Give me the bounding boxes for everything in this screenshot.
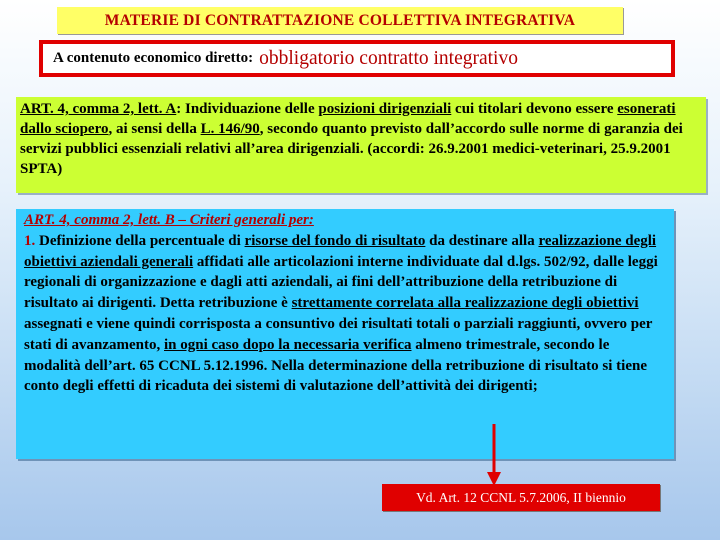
article-a-highlight-3: L. 146/90: [200, 121, 260, 137]
article-a-text-4: , secondo quanto previsto dall’accordo sulle norme di garanzia dei servizi pubblici essenziali relativi all’area dirigenziali. (accordi: 26.9.2001 medici-veterinari, 25.9.2001 SPTA): [20, 121, 683, 177]
article-b-text-2: da destinare alla: [425, 232, 539, 249]
page-title-text: MATERIE DI CONTRATTAZIONE COLLETTIVA INTEGRATIVA: [104, 11, 576, 29]
article-b-text-1: Definizione della percentuale di: [35, 232, 245, 249]
article-b-number: 1.: [24, 232, 36, 249]
reference-text: Vd. Art. 12 CCNL 5.7.2006, II biennio: [416, 489, 626, 505]
article-b-header: ART. 4, comma 2, lett. B – Criteri generali per:: [24, 212, 314, 228]
article-b-text-4: assegnati e viene quindi corrisposta a consuntivo dei risultati totali o parziali raggiunti, ovvero per stati di avanzamento,: [24, 315, 653, 353]
page-title: [57, 7, 623, 34]
article-4-letter-a-box: [16, 97, 706, 193]
article-b-highlight-2: realizzazione degli obiettivi aziendali generali: [24, 232, 657, 270]
article-4-letter-b-box: [16, 209, 674, 459]
article-a-highlight-1: posizioni dirigenziali: [318, 101, 452, 117]
article-b-text-3: affidati alle articolazioni interne individuate dal d.lgs. 502/92, dalle leggi regionali di organizzazione e dagli atti aziendali, ai fini dell’attribuzione della retribuzione di risultato ai dirigenti. Detta retribuzione è: [24, 253, 658, 312]
article-a-reference: ART. 4, comma 2, lett. A: [20, 101, 177, 117]
economic-content-label: A contenuto economico diretto:: [53, 50, 254, 66]
reference-box: [382, 484, 660, 511]
article-a-text-3: , ai sensi della: [108, 121, 201, 137]
article-b-text-5: almeno trimestrale, secondo le modalità dell’art. 65 CCNL 5.12.1996. Nella determinazione della retribuzione di risultato si tiene conto degli effetti di ricaduta dei sistemi di valutazione dell’attività dei dirigenti;: [24, 336, 647, 395]
article-b-highlight-1: risorse del fondo di risultato: [244, 232, 426, 249]
economic-content-box: [39, 40, 675, 77]
article-a-highlight-2: esonerati dallo sciopero: [20, 101, 676, 137]
economic-content-value: obbligatorio contratto integrativo: [259, 47, 518, 69]
article-b-paragraph: [24, 231, 666, 397]
article-a-text-2: cui titolari devono essere: [451, 101, 618, 117]
article-b-highlight-4: in ogni caso dopo la necessaria verifica: [164, 336, 412, 353]
arrow-down-icon: [484, 424, 504, 486]
article-a-text-1: : Individuazione delle: [176, 101, 319, 117]
article-b-highlight-3: strettamente correlata alla realizzazione degli obiettivi: [291, 295, 639, 312]
